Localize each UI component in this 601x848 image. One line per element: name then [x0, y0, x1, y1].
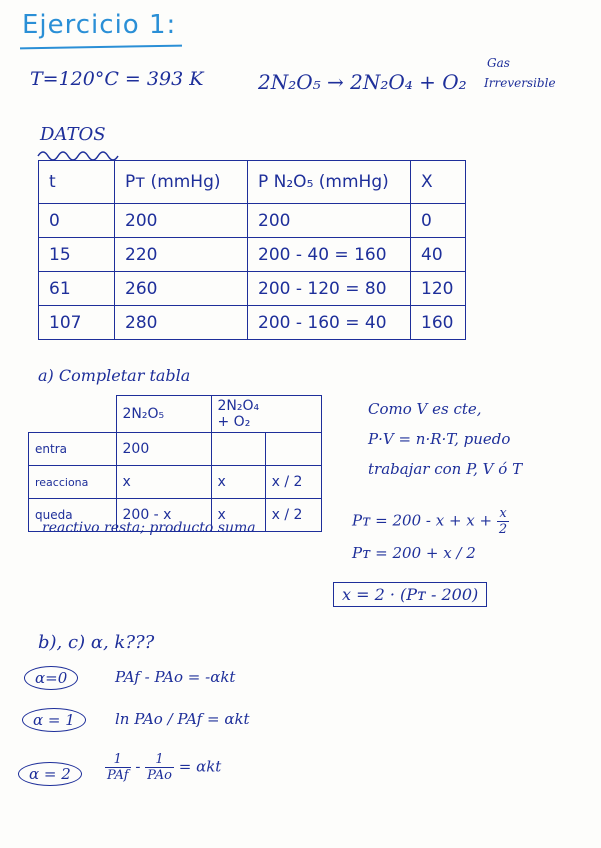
explain-line-3: trabajar con P, V ó T [368, 460, 523, 478]
cell-t: 61 [39, 272, 115, 306]
fraction-numerator: 1 [145, 752, 174, 768]
gas-note-1: Gas [487, 56, 510, 70]
comp-row-label: reacciona [29, 466, 117, 499]
table-row [39, 238, 466, 272]
cell-pn2o5: 200 - 120 = 80 [248, 272, 411, 306]
comp-row-label: queda [29, 499, 117, 532]
cell-pn2o5: 200 - 40 = 160 [248, 238, 411, 272]
comp-header-extra [265, 396, 322, 433]
alpha-0-label: α=0 [24, 666, 78, 690]
composition-table [28, 395, 322, 532]
equation-3-box: x = 2 · (Pᴛ - 200) [333, 582, 487, 607]
table-row [29, 433, 322, 466]
alpha-2-equation [105, 752, 221, 783]
cell-x: 120 [411, 272, 466, 306]
alpha-2-rhs: = αkt [178, 757, 222, 776]
fraction-denominator: 2 [498, 522, 508, 537]
cell-t: 15 [39, 238, 115, 272]
comp-cell-o2 [265, 433, 322, 466]
comp-header-reactant: 2N₂O₅ [116, 396, 211, 433]
cell-pn2o5: 200 [248, 204, 411, 238]
cell-pt: 260 [115, 272, 248, 306]
explain-line-2: P·V = n·R·T, puedo [368, 430, 511, 448]
section-bc-heading: b), c) α, k??? [38, 632, 155, 653]
alpha-2-fraction-2 [145, 752, 174, 783]
comp-header-empty [29, 396, 117, 433]
header-pn2o5: P N₂O₅ (mmHg) [248, 161, 411, 204]
comp-cell-n2o4 [211, 433, 265, 466]
equation-1-left: Pᴛ = 200 - x + x + [352, 511, 493, 530]
equation-1 [352, 506, 509, 537]
cell-x: 160 [411, 306, 466, 340]
cell-pt: 280 [115, 306, 248, 340]
datos-label: DATOS [40, 124, 106, 145]
equation-1-fraction [497, 506, 509, 537]
alpha-2-fraction-1 [105, 752, 131, 783]
comp-cell-reactant: 200 [116, 433, 211, 466]
data-table [38, 160, 466, 340]
title-underline [20, 45, 182, 50]
alpha-1-equation: ln PAo / PAf = αkt [115, 710, 250, 728]
comp-header-products: 2N₂O₄ + O₂ [211, 396, 265, 433]
reaction-equation: 2N₂O₅ → 2N₂O₄ + O₂ [258, 70, 467, 94]
comp-cell-n2o4: x [211, 466, 265, 499]
explain-line-1: Como V es cte, [368, 400, 482, 418]
fraction-denominator: PAf [107, 768, 129, 783]
alpha-1-label: α = 1 [22, 708, 86, 732]
comp-cell-o2: x / 2 [265, 499, 322, 532]
cell-pt: 200 [115, 204, 248, 238]
comp-cell-o2: x / 2 [265, 466, 322, 499]
cell-x: 0 [411, 204, 466, 238]
comp-cell-n2o4: x [211, 499, 265, 532]
table-row [39, 204, 466, 238]
alpha-0-equation: PAf - PAo = -αkt [115, 668, 236, 686]
header-pt: Pᴛ (mmHg) [115, 161, 248, 204]
cell-t: 0 [39, 204, 115, 238]
reactivo-note: reactivo resta; producto suma [42, 520, 256, 536]
cell-t: 107 [39, 306, 115, 340]
fraction-numerator: 1 [105, 752, 131, 768]
cell-x: 40 [411, 238, 466, 272]
temperature-text: T=120°C = 393 K [30, 68, 204, 90]
header-t: t [39, 161, 115, 204]
table-row [29, 466, 322, 499]
alpha-2-label: α = 2 [18, 762, 82, 786]
minus-sign: - [135, 757, 141, 776]
cell-pn2o5: 200 - 160 = 40 [248, 306, 411, 340]
cell-pt: 220 [115, 238, 248, 272]
comp-row-label: entra [29, 433, 117, 466]
comp-cell-reactant: 200 - x [116, 499, 211, 532]
comp-cell-reactant: x [116, 466, 211, 499]
section-a-heading: a) Completar tabla [38, 366, 191, 385]
gas-note-2: Irreversible [484, 76, 556, 90]
page-title: Ejercicio 1: [22, 10, 177, 40]
equation-2: Pᴛ = 200 + x / 2 [352, 544, 476, 562]
header-x: X [411, 161, 466, 204]
fraction-denominator: PAo [147, 768, 172, 783]
table-row [39, 306, 466, 340]
fraction-numerator: x [497, 506, 509, 522]
table-row [39, 272, 466, 306]
